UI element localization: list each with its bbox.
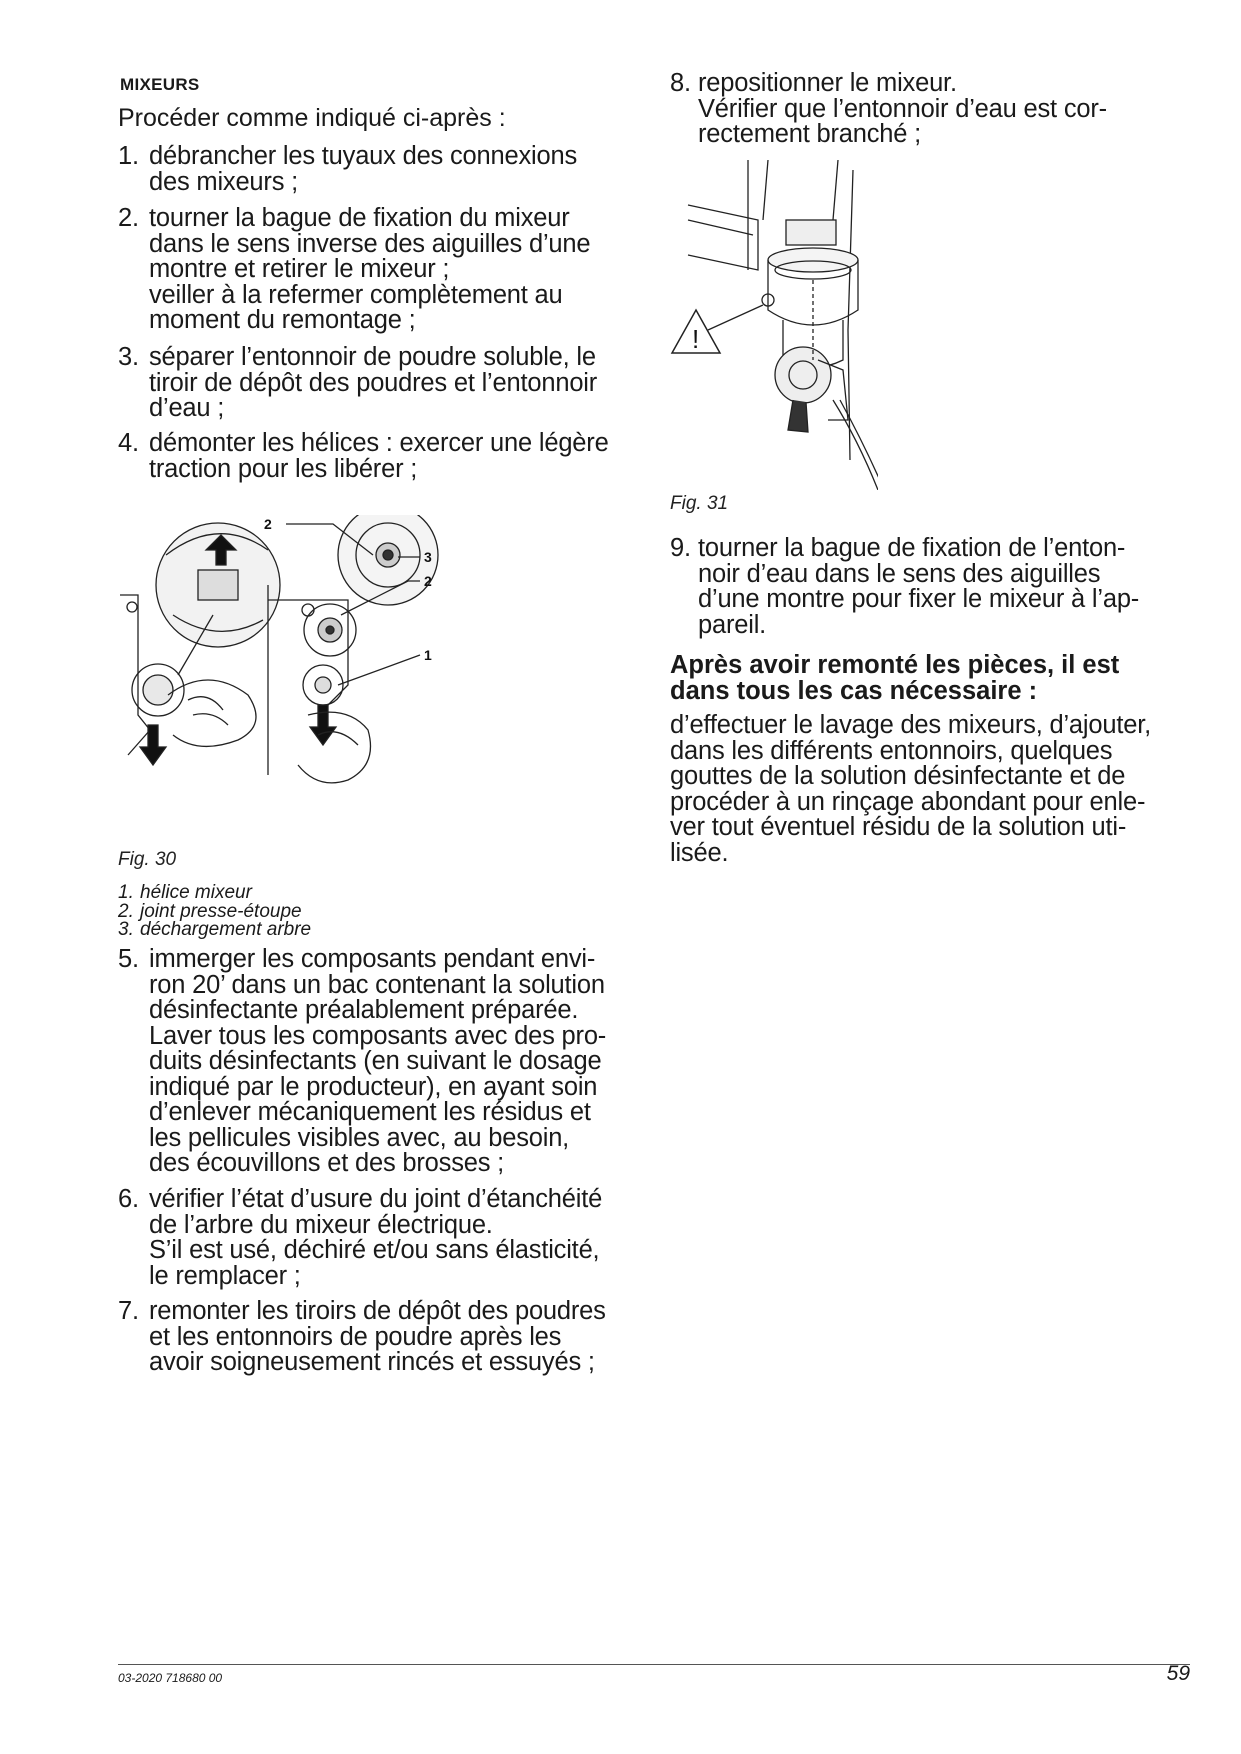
- legend-item: 2. joint presse-étoupe: [118, 900, 302, 922]
- step-7: [118, 1299, 606, 1376]
- step-3: [118, 345, 597, 422]
- step-text: repositionner le mixeur. Vérifier que l’entonnoir d’eau est cor- rectement branché ;: [698, 69, 1107, 148]
- footer-code: 03-2020 718680 00: [118, 1671, 223, 1685]
- step-6: [118, 1187, 602, 1289]
- fig31-illustration: [668, 160, 878, 490]
- svg-text:!: !: [692, 324, 700, 354]
- legend-item: 3. déchargement arbre: [118, 919, 312, 940]
- fig30-label-1: 1: [424, 647, 432, 663]
- step-number: 8.: [670, 69, 691, 97]
- warning-icon: [672, 310, 720, 354]
- step-number: 5.: [118, 945, 139, 973]
- after-text: d’effectuer le lavage des mixeurs, d’ajouter, dans les différents entonnoirs, quelques gouttes de la solution désinfectante et de procéder à un rinçage abondant pour enle- ver tout éventuel résidu de la solution uti- lisée.: [670, 711, 1151, 867]
- step-8: [670, 71, 1107, 148]
- step-number: 6.: [118, 1185, 139, 1213]
- fig30-label-2a: 2: [264, 516, 272, 532]
- step-number: 2.: [118, 204, 139, 232]
- step-text: séparer l’entonnoir de poudre soluble, le tiroir de dépôt des poudres et l’entonnoir d’eau ;: [149, 343, 598, 422]
- fig31-caption: Fig. 31: [670, 493, 729, 514]
- step-text: immerger les composants pendant envi- ron 20’ dans un bac contenant la solution désinfectante préalablement préparée. Laver tous les composants avec des pro- duits désinfectants (en suivant le dosage indiqué par le producteur), en ayant soin d’enlever mécaniquement les résidus et les pellicules visibles avec, au besoin, des écouvillons et des brosses ;: [149, 945, 607, 1177]
- fig30-caption: Fig. 30: [118, 849, 177, 870]
- step-text: démonter les hélices : exercer une légère traction pour les libérer ;: [149, 429, 609, 483]
- legend-item: 1. hélice mixeur: [118, 882, 252, 903]
- step-text: tourner la bague de fixation du mixeur dans le sens inverse des aiguilles d’une montre et retirer le mixeur ; veiller à la refermer complètement au moment du remontage ;: [149, 204, 591, 334]
- after-heading: Après avoir remonté les pièces, il est dans tous les cas nécessaire :: [670, 651, 1120, 705]
- step-number: 9.: [670, 534, 691, 562]
- step-text: remonter les tiroirs de dépôt des poudres et les entonnoirs de poudre après les avoir soigneusement rincés et essuyés ;: [149, 1297, 606, 1376]
- page-number: 59: [1166, 1662, 1190, 1685]
- step-9: [670, 536, 1139, 638]
- step-5: [118, 947, 606, 1177]
- fig30-label-3: 3: [424, 549, 432, 565]
- step-text: débrancher les tuyaux des connexions des mixeurs ;: [149, 142, 577, 196]
- step-1: [118, 144, 577, 195]
- step-text: vérifier l’état d’usure du joint d’étanchéité de l’arbre du mixeur électrique. S’il est usé, déchiré et/ou sans élasticité, le remplacer ;: [149, 1185, 603, 1290]
- fig30-label-2b: 2: [424, 573, 432, 589]
- step-number: 7.: [118, 1297, 139, 1325]
- fig30-illustration: [118, 515, 490, 830]
- step-number: 3.: [118, 343, 139, 371]
- step-2: [118, 206, 590, 334]
- step-number: 1.: [118, 142, 139, 170]
- fig30-legend: [118, 884, 311, 940]
- section-title: MIXEURS: [120, 75, 200, 94]
- step-number: 4.: [118, 429, 139, 457]
- footer-rule: [118, 1664, 1190, 1665]
- step-4: [118, 431, 609, 482]
- step-text: tourner la bague de fixation de l’enton- noir d’eau dans le sens des aiguilles d’une montre pour fixer le mixeur à l’ap- pareil.: [698, 534, 1140, 639]
- intro-text: Procéder comme indiqué ci-après :: [118, 104, 506, 132]
